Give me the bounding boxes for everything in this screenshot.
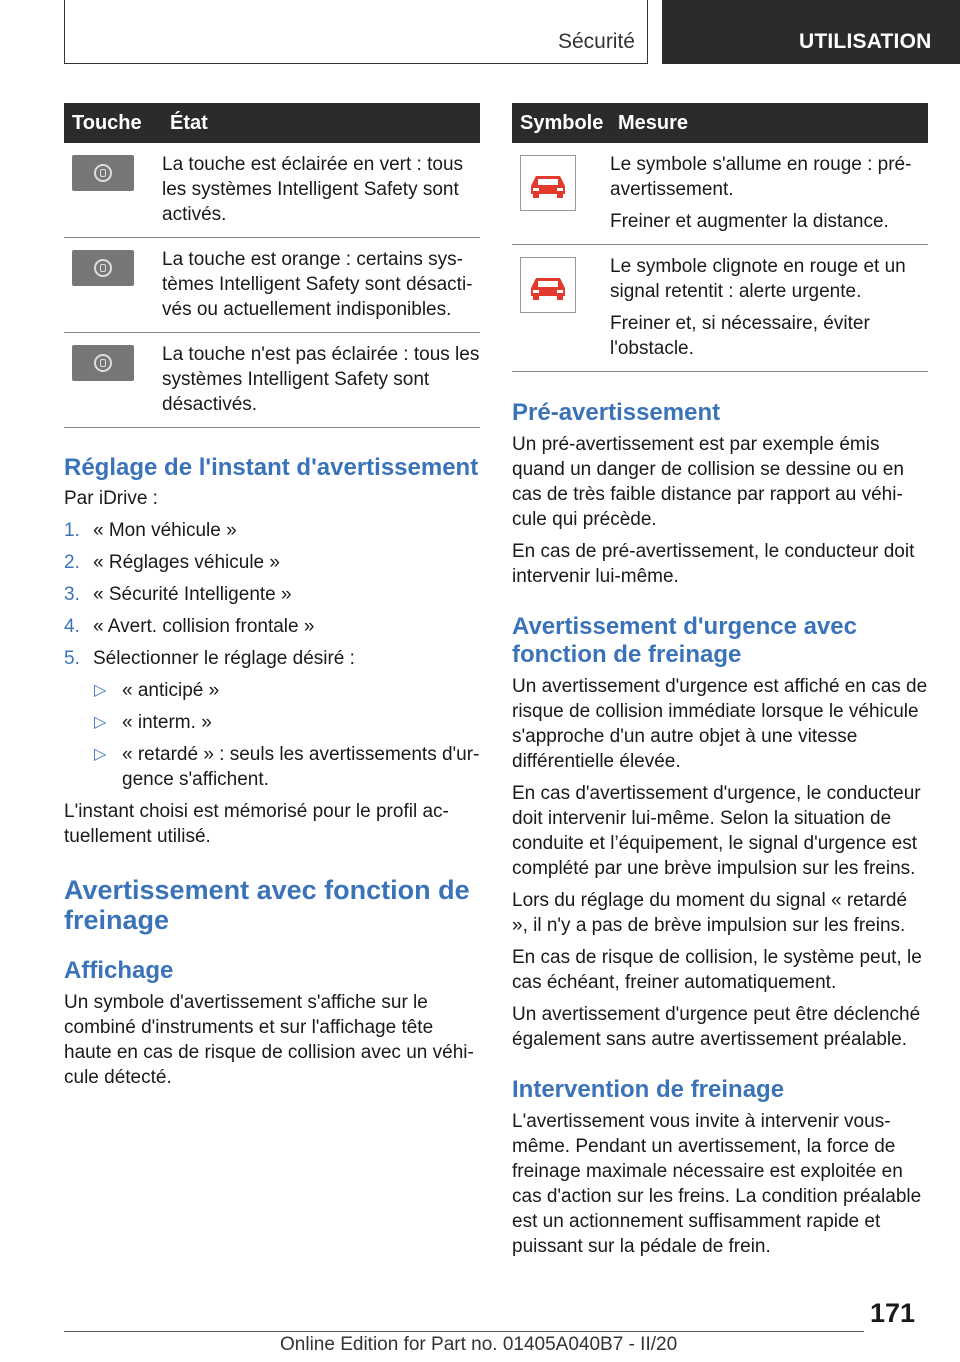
sub-heading-affichage: Affichage [64,957,174,984]
section-heading-reglage: Réglage de l'instant d'avertissement [64,454,479,481]
pre-paragraph: En cas de pré-avertissement, le conducteur doit intervenir lui-même. [512,541,915,587]
table-header-symbole: Symbole [512,103,610,143]
pre-paragraph: Un pré-avertissement est par exemple émis quand un danger de collision se dessine ou en cas de très faible distance par rapport au véhicule qui précède. [512,434,904,530]
triangle-bullet-icon: ▷ [94,714,107,731]
list-item: ▷ « retardé » : seuls les avertissements d'urgence s'affichent. [94,744,480,790]
intelligent-safety-button-icon [72,250,134,286]
urgence-paragraph: Lors du réglage du moment du signal « retardé », il n'y a pas de brève impulsion sur les freins. [512,890,908,936]
page-number: 171 [870,1298,916,1328]
list-item: 3. « Sécurité Intelligente » [64,584,292,605]
list-item: 4. « Avert. collision frontale » [64,616,315,637]
symbol-measure-table [512,103,928,372]
list-item: 5. Sélectionner le réglage désiré : [64,648,355,669]
table-header-touche: Touche [64,103,162,143]
button-state-table [64,103,480,428]
table-cell-text: Freiner et, si nécessaire, éviter l'obstacle. [610,313,870,359]
triangle-bullet-icon: ▷ [94,746,107,763]
urgence-paragraph: Un avertissement d'urgence peut être déclenché également sans autre avertissement préalable. [512,1004,921,1050]
footer-divider [64,1331,864,1332]
table-header-mesure: Mesure [610,103,928,143]
header-section-title: Sécurité [557,30,635,53]
reglage-intro: Par iDrive : [64,488,158,509]
list-item: ▷ « interm. » [94,712,212,733]
affichage-body: Un symbole d'avertissement s'affiche sur le combiné d'instruments et sur l'affichage tête haute en cas de risque de collision avec un véhicule détecté. [64,992,474,1088]
section-heading-urgence: Avertissement d'urgence avec fonction de freinage [512,613,857,668]
intelligent-safety-button-icon [72,345,134,381]
vehicle-warning-icon [520,257,576,313]
list-item: 1. « Mon véhicule » [64,520,237,541]
table-header-etat: État [162,103,480,143]
table-row [64,238,480,333]
table-row [64,143,480,238]
list-item: 2. « Réglages véhicule » [64,552,280,573]
left-column [64,103,480,1090]
intelligent-safety-button-icon [72,155,134,191]
table-cell-text: La touche n'est pas éclairée : tous les systèmes Intelligent Safety sont désactivés. [162,344,480,415]
header-chapter-tab: UTILISATION [662,0,960,64]
urgence-paragraph: Un avertissement d'urgence est affiché en cas de risque de collision immédiate lorsque le véhicule s'approche d'un autre objet à une vitesse différentielle élevée. [512,676,928,772]
table-row [64,333,480,428]
table-cell-text: La touche est éclairée en vert : tous les systèmes Intelligent Safety sont activés. [162,154,464,225]
reglage-steps [64,518,480,671]
right-column [512,103,928,1259]
footer-edition: Online Edition for Part no. 01405A040B7 - II/20 [280,1334,678,1355]
table-cell-text: Le symbole clignote en rouge et un signal retentit : alerte urgente. [610,256,906,302]
section-heading-pre-avertissement: Pré-avertissement [512,399,721,426]
table-cell-text: La touche est orange : certains systèmes Intelligent Safety sont désactivés ou actuellement indisponibles. [162,249,473,320]
table-row [512,245,928,372]
urgence-paragraph: En cas de risque de collision, le système peut, le cas échéant, freiner automatiquement. [512,947,922,993]
section-heading-intervention: Intervention de freinage [512,1076,785,1103]
intervention-body: L'avertissement vous invite à intervenir vous-même. Pendant un avertissement, la force de freinage maximale nécessaire est exploitée en cas d'action sur les freins. La condition préalable est un actionnement suffisamment rapide et puissant sur la pédale de frein. [512,1111,922,1257]
table-cell-text: Le symbole s'allume en rouge : pré-avertissement. [610,154,912,200]
reglage-outro: L'instant choisi est mémorisé pour le profil actuellement utilisé. [64,801,449,847]
urgence-paragraph: En cas d'avertissement d'urgence, le conducteur doit intervenir lui-même. Selon la situation de conduite et l’équipement, le signal d'urgence est complété par une brève impulsion sur les freins. [512,783,921,879]
list-item: ▷ « anticipé » [94,680,220,701]
table-cell-text: Freiner et augmenter la distance. [610,211,889,232]
header-frame [64,0,648,64]
section-heading-avertissement: Avertissement avec fonction de freinage [64,875,470,935]
vehicle-warning-icon [520,155,576,211]
triangle-bullet-icon: ▷ [94,682,107,699]
reglage-options [64,678,480,792]
table-row [512,143,928,245]
